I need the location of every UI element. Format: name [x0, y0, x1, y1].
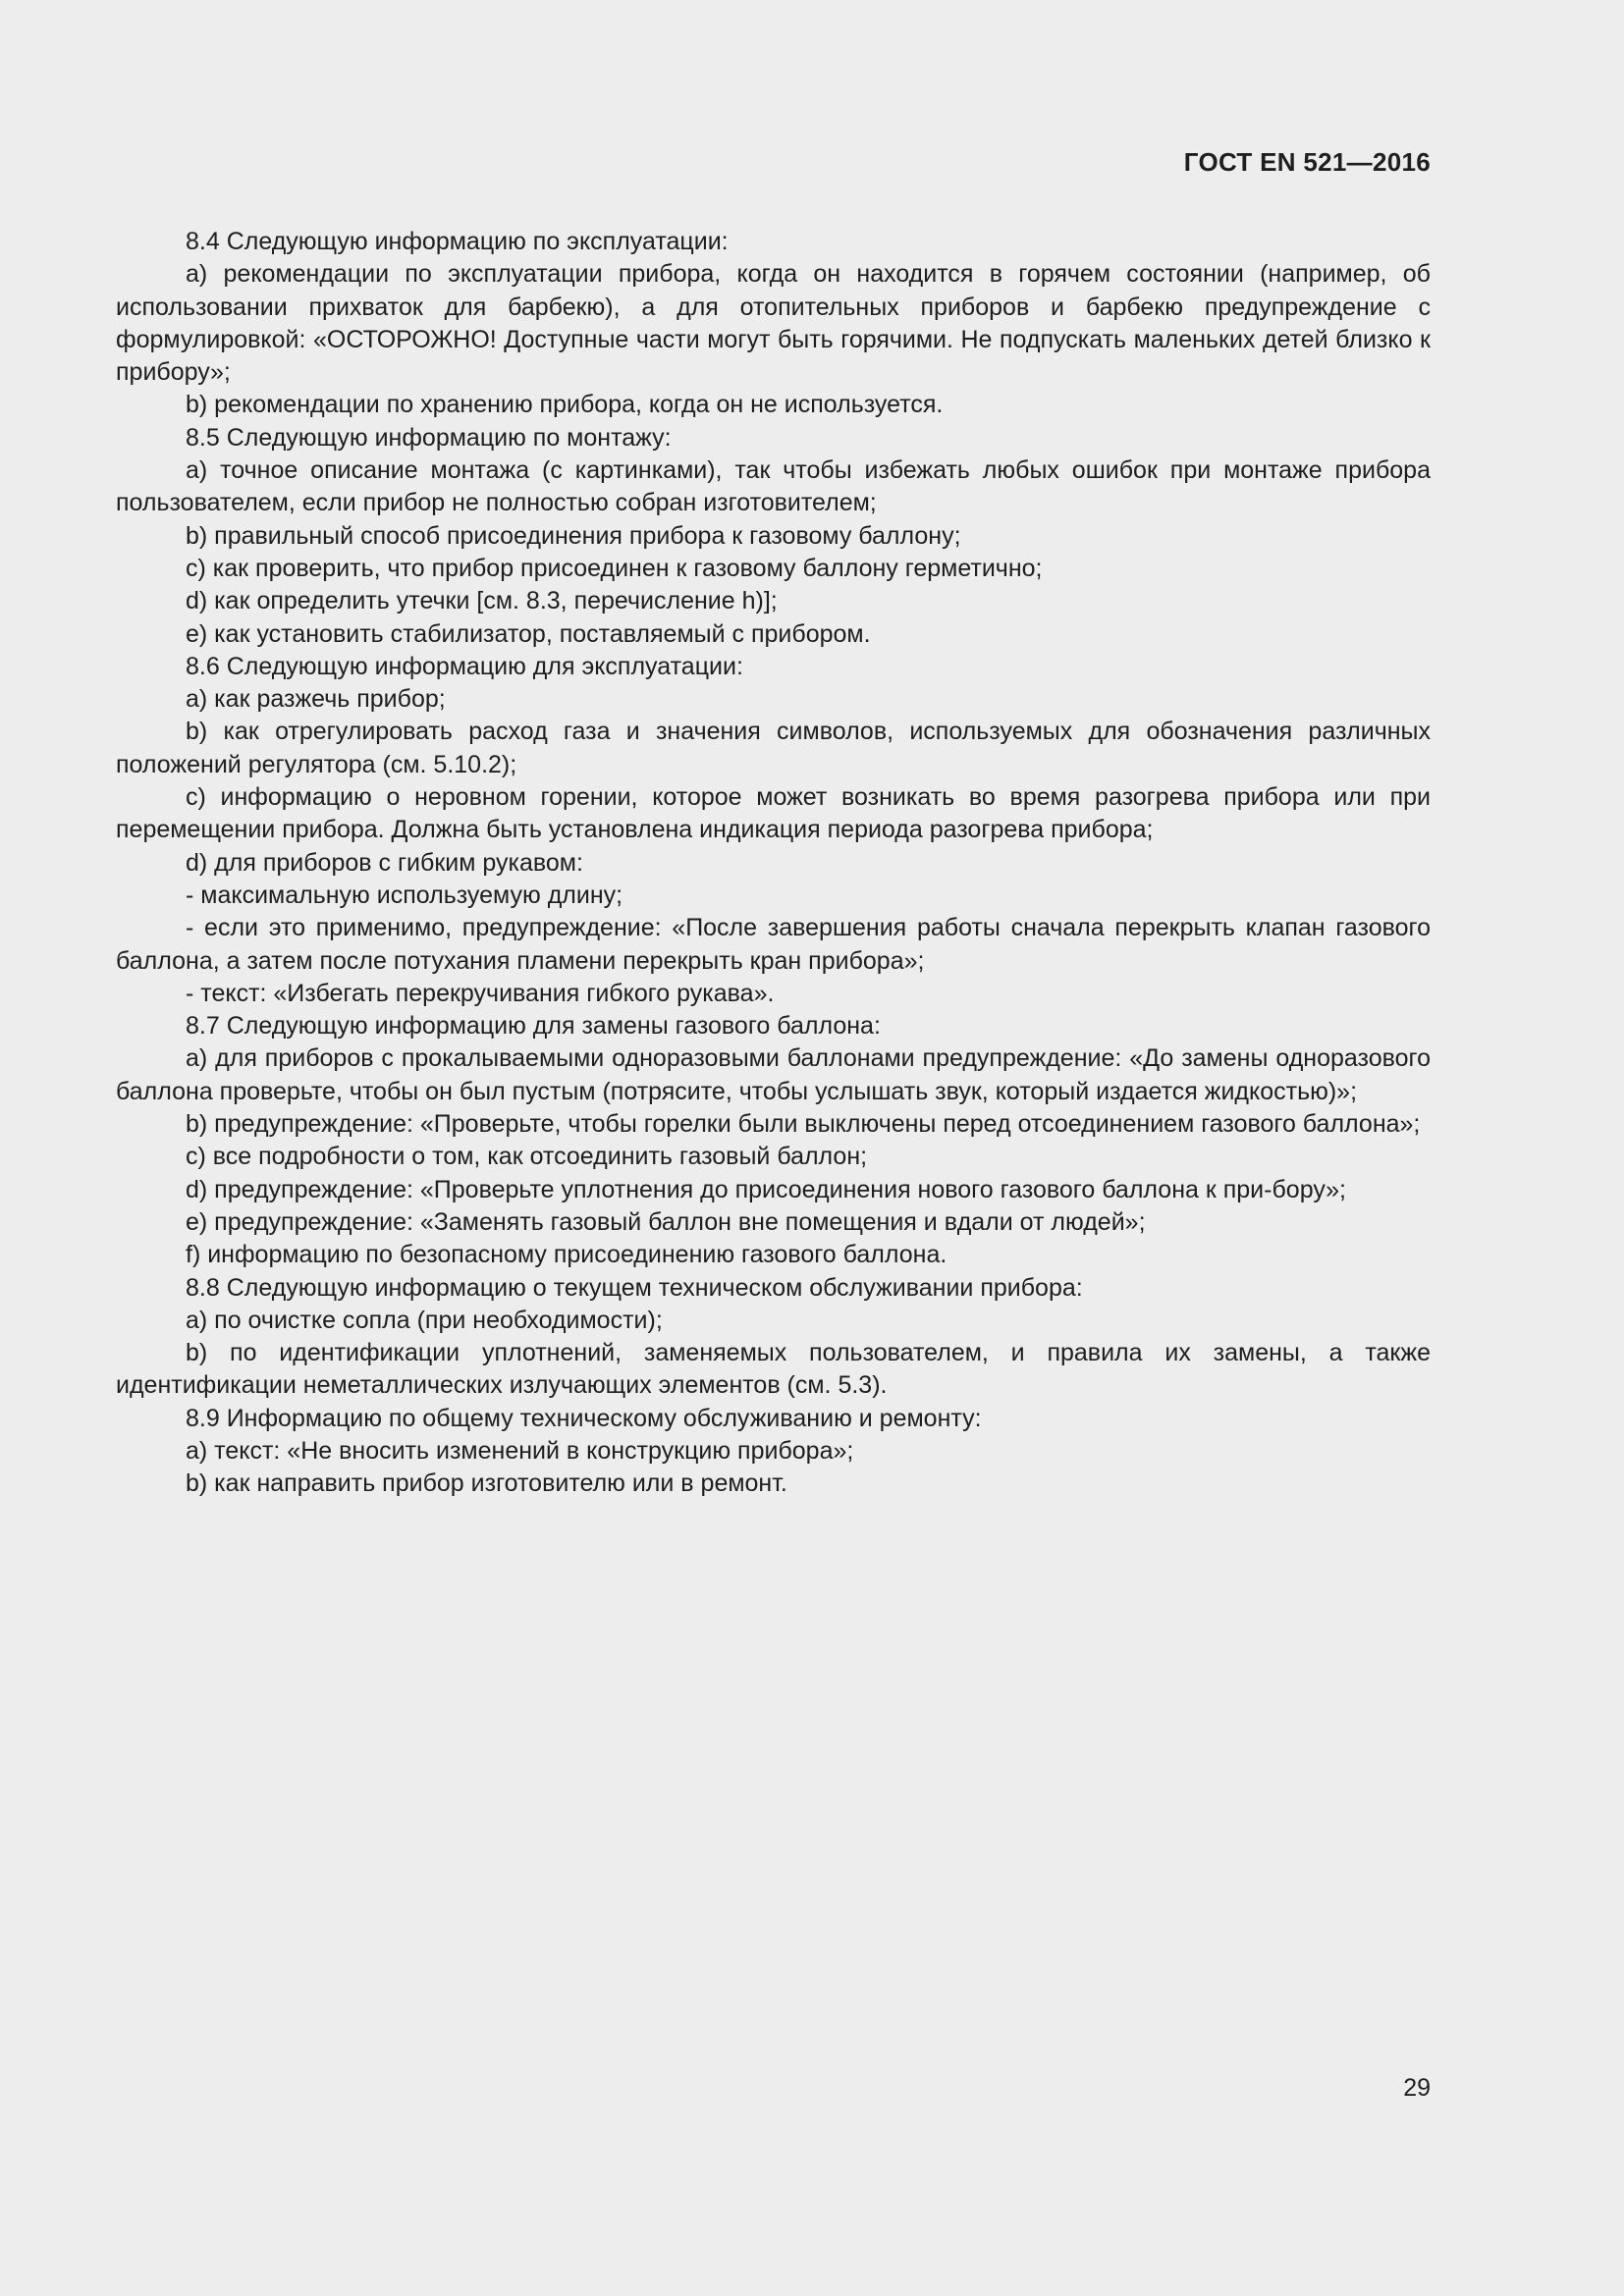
clause-8-6-item-d-dash-3: - текст: «Избегать перекручивания гибкого рукава».	[186, 979, 775, 1007]
clause-8-5-item-b: b) правильный способ присоединения прибора к газовому баллону;	[186, 521, 961, 550]
clause-8-8-item-a: a) по очистке сопла (при необходимости);	[186, 1306, 663, 1334]
clause-8-9-item-a: a) текст: «Не вносить изменений в конструкцию прибора»;	[186, 1436, 854, 1465]
clause-8-6-item-c: c) информацию о неровном горении, которое может возникать во время разогрева прибора или при перемещении прибора. Должна быть установлена индикация периода разогрева прибора;	[116, 783, 1431, 844]
clause-8-6-item-d-dash-1: - максимальную используемую длину;	[186, 881, 623, 909]
clause-8-5-item-d: d) как определить утечки [см. 8.3, перечисление h)];	[186, 587, 778, 615]
clause-8-5-item-a: a) точное описание монтажа (с картинками), так чтобы избежать любых ошибок при монтаже прибора пользователем, если прибор не полностью собран изготовителем;	[116, 456, 1431, 517]
clause-8-5-item-e: e) как установить стабилизатор, поставляемый с прибором.	[186, 619, 871, 648]
clause-8-7-heading: 8.7 Следующую информацию для замены газового баллона:	[186, 1012, 881, 1041]
clause-8-6-item-a: a) как разжечь прибор;	[186, 685, 446, 714]
clause-8-4-heading: 8.4 Следующую информацию по эксплуатации:	[186, 228, 729, 255]
document-body	[116, 226, 1431, 1501]
clause-8-7-item-a: a) для приборов с прокалываемыми одноразовыми баллонами предупреждение: «До замены одноразового баллона проверьте, чтобы он был пустым (потрясите, чтобы услышать звук, который издается жидкостью)»;	[116, 1044, 1431, 1105]
clause-8-6-item-b: b) как отрегулировать расход газа и значения символов, используемых для обозначения различных положений регулятора (см. 5.10.2);	[116, 718, 1431, 778]
clause-8-6-heading: 8.6 Следующую информацию для эксплуатации:	[186, 652, 743, 680]
clause-8-7-item-b: b) предупреждение: «Проверьте, чтобы горелки были выключены перед отсоединением газового баллона»;	[186, 1110, 1421, 1139]
clause-8-4-item-b: b) рекомендации по хранению прибора, когда он не используется.	[186, 391, 944, 419]
document-code-header: ГОСТ EN 521—2016	[1183, 147, 1431, 177]
clause-8-6-item-d-dash-2: - если это применимо, предупреждение: «После завершения работы сначала перекрыть клапан газового баллона, а затем после потухания пламени перекрыть кран прибора»;	[116, 914, 1431, 975]
page-number: 29	[1403, 2074, 1431, 2102]
clause-8-9-item-b: b) как направить прибор изготовителю или в ремонт.	[186, 1469, 787, 1498]
clause-8-6-item-d: d) для приборов с гибким рукавом:	[186, 848, 583, 877]
clause-8-5-heading: 8.5 Следующую информацию по монтажу:	[186, 423, 672, 452]
clause-8-7-item-f: f) информацию по безопасному присоединению газового баллона.	[186, 1241, 947, 1269]
clause-8-5-item-c: c) как проверить, что прибор присоединен к газовому баллону герметично;	[186, 554, 1043, 582]
clause-8-7-item-e: e) предупреждение: «Заменять газовый баллон вне помещения и вдали от людей»;	[186, 1207, 1146, 1236]
clause-8-9-heading: 8.9 Информацию по общему техническому обслуживанию и ремонту:	[186, 1404, 982, 1432]
clause-8-7-item-c: c) все подробности о том, как отсоединить газовый баллон;	[186, 1143, 868, 1171]
clause-8-8-heading: 8.8 Следующую информацию о текущем техническом обслуживании прибора:	[186, 1273, 1083, 1302]
clause-8-7-item-d: d) предупреждение: «Проверьте уплотнения до присоединения нового газового баллона к при-бору»;	[186, 1175, 1346, 1203]
clause-8-4-item-a: a) рекомендации по эксплуатации прибора, когда он находится в горячем состоянии (например, об использовании прихваток для барбекю), а для отопительных приборов и барбекю предупреждение с формулировкой: «ОСТОРОЖНО! Доступные части могут быть горячими. Не подпускать маленьких детей близко к прибору»;	[116, 260, 1431, 387]
clause-8-8-item-b: b) по идентификации уплотнений, заменяемых пользователем, и правила их замены, а также идентификации неметаллических излучающих элементов (см. 5.3).	[116, 1339, 1431, 1400]
